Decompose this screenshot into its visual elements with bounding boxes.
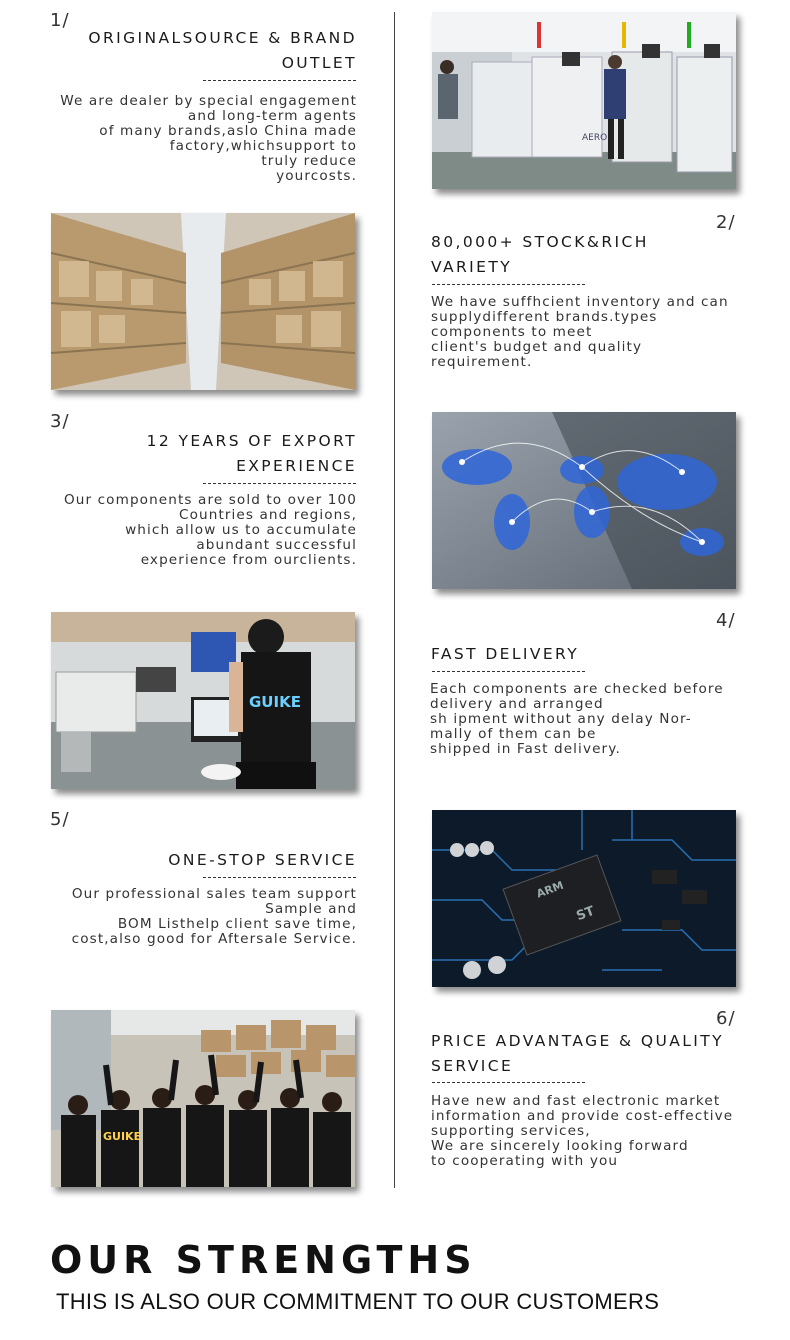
team-shirt-text: GUIKE xyxy=(103,1130,142,1143)
section-6-title-line-2: SERVICE xyxy=(431,1057,514,1075)
factory-photo xyxy=(432,12,736,189)
section-5-dash xyxy=(203,877,356,878)
section-3-number: 3/ xyxy=(50,411,70,432)
section-5-title-line-1: ONE-STOP SERVICE xyxy=(168,851,357,869)
section-4-title xyxy=(431,642,771,667)
strengths-title: OUR STRENGTHS xyxy=(50,1238,477,1282)
section-2-title xyxy=(431,230,771,280)
staff-photo xyxy=(51,612,355,789)
section-1-title-line-2: OUTLET xyxy=(281,54,357,72)
section-6-title-line-1: PRICE ADVANTAGE & QUALITY xyxy=(431,1032,724,1050)
center-divider xyxy=(394,12,395,1188)
chip-logo-text: ST xyxy=(574,903,597,925)
section-3-title-line-1: 12 YEARS OF EXPORT xyxy=(146,432,357,450)
section-5-number: 5/ xyxy=(50,809,70,830)
section-1-number: 1/ xyxy=(50,10,70,31)
world-map-photo xyxy=(432,412,736,589)
section-4-description: Each components are checked before delivery and arranged sh ipment without any delay Nor- mally of them can be shipped in Fast delivery. xyxy=(430,681,724,757)
staff-shirt-text: GUIKE xyxy=(249,693,301,711)
chip-brand-text: ARM xyxy=(534,878,566,901)
section-3-title xyxy=(27,429,357,479)
section-3-title-line-2: EXPERIENCE xyxy=(236,457,357,475)
circuit-board-photo xyxy=(432,810,736,987)
section-4-title-line-1: FAST DELIVERY xyxy=(431,645,580,663)
section-1-description: We are dealer by special engagement and long-term agents of many brands,aslo China made factory,whichsupport to truly reduce yourcosts. xyxy=(60,93,357,184)
section-6-dash xyxy=(432,1082,585,1083)
section-6-description: Have new and fast electronic market information and provide cost-effective supporting services, We are sincerely looking forward to cooperating with you xyxy=(431,1093,734,1169)
section-1-dash xyxy=(203,80,356,81)
section-4-dash xyxy=(432,671,585,672)
section-2-dash xyxy=(432,284,585,285)
section-4-number: 4/ xyxy=(716,610,736,631)
section-5-title xyxy=(27,848,357,873)
section-2-title-line-2: VARIETY xyxy=(431,258,513,276)
team-photo xyxy=(51,1010,355,1187)
section-5-description: Our professional sales team support Sample and BOM Listhelp client save time, cost,also good for Aftersale Service. xyxy=(71,886,357,947)
section-2-number: 2/ xyxy=(716,212,736,233)
section-3-dash xyxy=(203,483,356,484)
section-1-title-line-1: ORIGINALSOURCE & BRAND xyxy=(88,29,357,47)
section-2-description: We have suffhcient inventory and can supplydifferent brands.types components to meet client's budget and quality requirement. xyxy=(431,294,729,370)
section-1-title xyxy=(27,26,357,76)
section-6-number: 6/ xyxy=(716,1008,736,1029)
section-6-title xyxy=(431,1029,771,1079)
svg-text:AERO: AERO xyxy=(582,133,608,143)
warehouse-photo xyxy=(51,213,355,390)
strengths-subtitle: THIS IS ALSO OUR COMMITMENT TO OUR CUSTOMERS xyxy=(56,1289,660,1314)
section-2-title-line-1: 80,000+ STOCK&RICH xyxy=(431,233,649,251)
section-3-description: Our components are sold to over 100 Countries and regions, which allow us to accumulate abundant successful experience from ourclients. xyxy=(63,492,357,568)
